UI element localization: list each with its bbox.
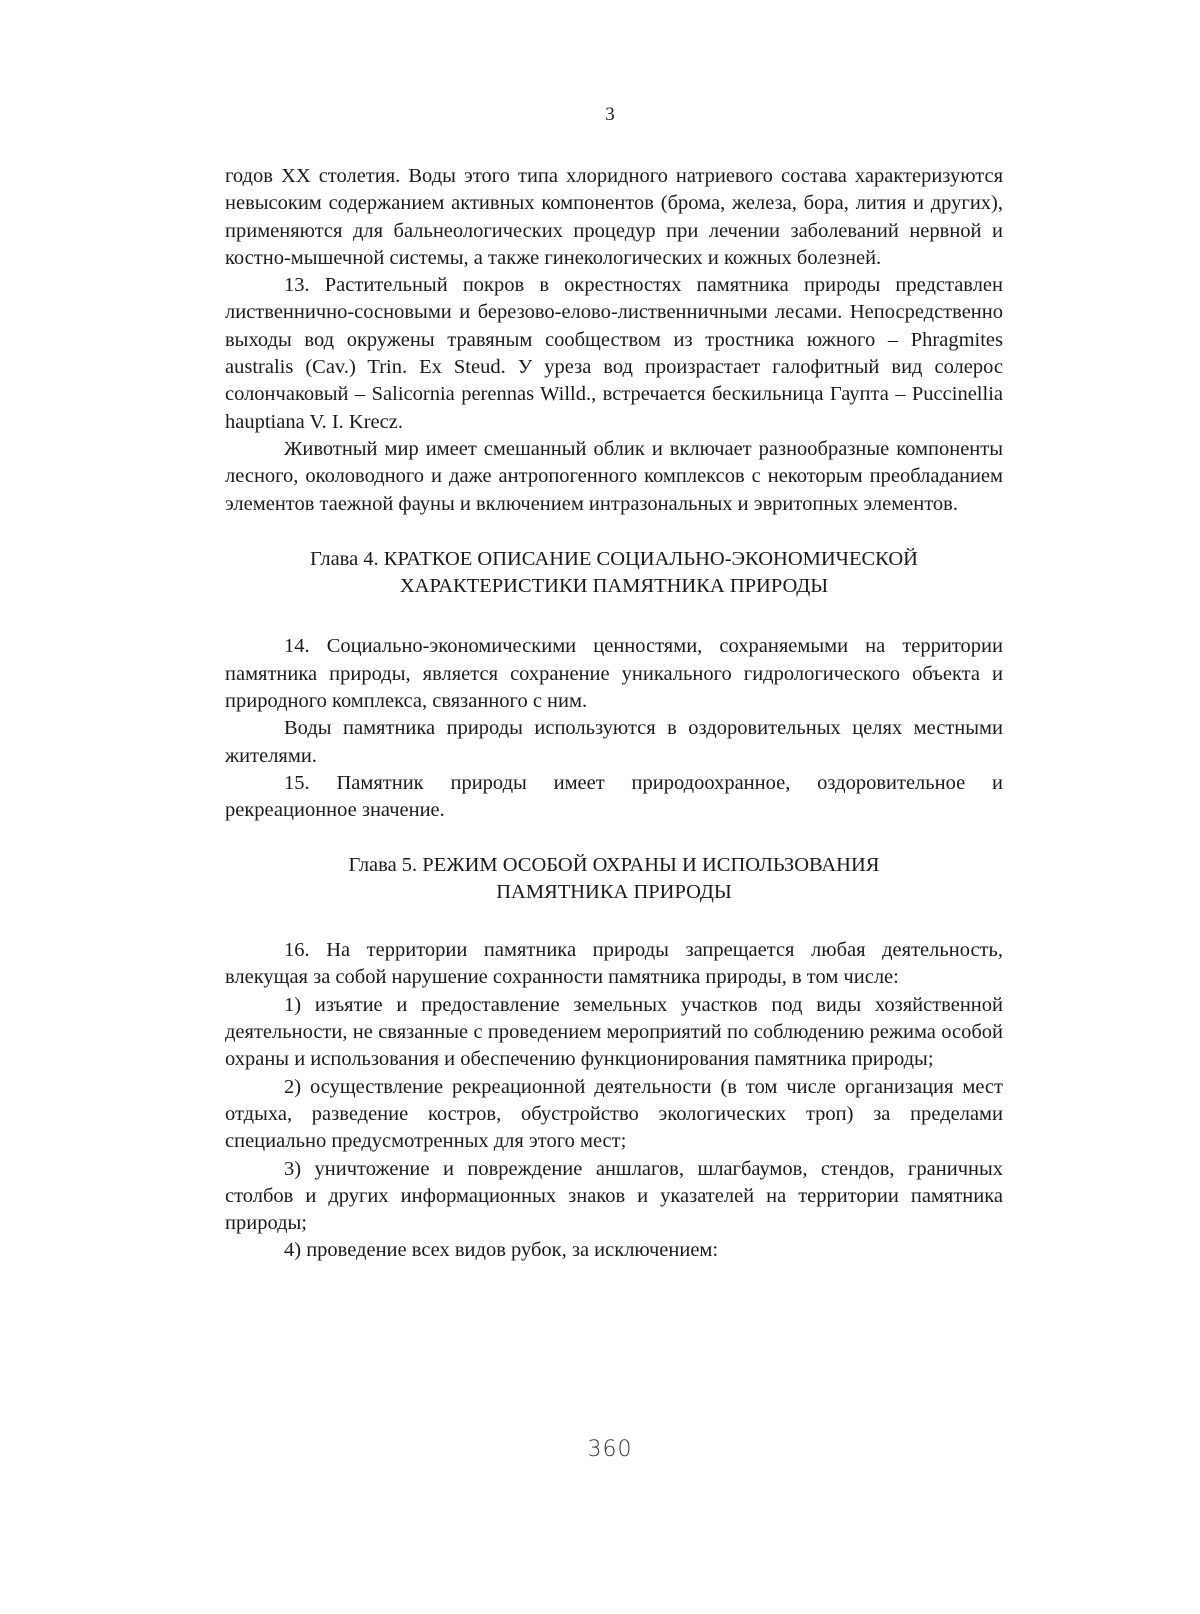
paragraph-14-values: 14. Социально-экономическими ценностями, сохраняемыми на территории памятника природы, является сохранение уникального гидрологического объекта и природного комплекса, связанного с ним. <box>225 635 1003 713</box>
paragraph-15-significance: 15. Памятник природы имеет природоохранное, оздоровительное и рекреационное значение. <box>225 771 1003 822</box>
list-item-2: 2) осуществление рекреационной деятельности (в том числе организация мест отдыха, разведение костров, обустройство экологических троп) за пределами специально предусмотренных для этого мест; <box>225 1075 1003 1153</box>
chapter-5-heading-line1: Глава 5. РЕЖИМ ОСОБОЙ ОХРАНЫ И ИСПОЛЬЗОВАНИЯ <box>348 853 880 876</box>
list-item-1: 1) изъятие и предоставление земельных участков под виды хозяйственной деятельности, не связанные с проведением мероприятий по соблюдению режима особой охраны и использования и обеспечению функционирования памятника природы; <box>225 993 1003 1071</box>
page-number-top: 3 <box>605 104 615 125</box>
chapter-4-heading-line1: Глава 4. КРАТКОЕ ОПИСАНИЕ СОЦИАЛЬНО-ЭКОНОМИЧЕСКОЙ <box>310 547 918 570</box>
page-number-bottom: 360 <box>587 1437 633 1462</box>
chapter-4-heading-line2: ХАРАКТЕРИСТИКИ ПАМЯТНИКА ПРИРОДЫ <box>399 575 829 598</box>
paragraph-fauna: Животный мир имеет смешанный облик и включает разнообразные компоненты лесного, околоводного и даже антропогенного комплексов с некоторым преобладанием элементов таежной фауны и включением интразональных и эвритопных элементов. <box>225 437 1003 515</box>
paragraph-13-vegetation: 13. Растительный покров в окрестностях памятника природы представлен лиственнично-сосновыми и березово-елово-лиственничными лесами. Непосредственно выходы вод окружены травяным сообществом из тростника южного – Phragmites australis (Cav.) Trin. Ex Steud. У уреза вод произрастает галофитный вид солерос солончаковый – Salicornia perennas Willd., встречается бескильница Гаупта – Puccinellia hauptiana V. I. Krecz. <box>225 274 1003 433</box>
paragraph-continuation: годов XX столетия. Воды этого типа хлоридного натриевого состава характеризуются невысоким содержанием активных компонентов (брома, железа, бора, лития и других), применяются для бальнеологических процедур при лечении заболеваний нервной и костно-мышечной системы, а также гинекологических и кожных болезней. <box>225 165 1003 269</box>
list-item-3: 3) уничтожение и повреждение аншлагов, шлагбаумов, стендов, граничных столбов и других информационных знаков и указателей на территории памятника природы; <box>225 1157 1003 1235</box>
chapter-4-heading <box>225 546 1003 601</box>
paragraph-16-prohibitions: 16. На территории памятника природы запрещается любая деятельность, влекущая за собой нарушение сохранности памятника природы, в том числе: <box>225 939 1003 989</box>
document-body <box>225 163 1003 1265</box>
list-item-4: 4) проведение всех видов рубок, за исключением: <box>284 1239 719 1262</box>
chapter-5-heading <box>225 852 1003 907</box>
chapter-5-heading-line2: ПАМЯТНИКА ПРИРОДЫ <box>496 880 732 903</box>
paragraph-water-use: Воды памятника природы используются в оздоровительных целях местными жителями. <box>225 717 1003 767</box>
